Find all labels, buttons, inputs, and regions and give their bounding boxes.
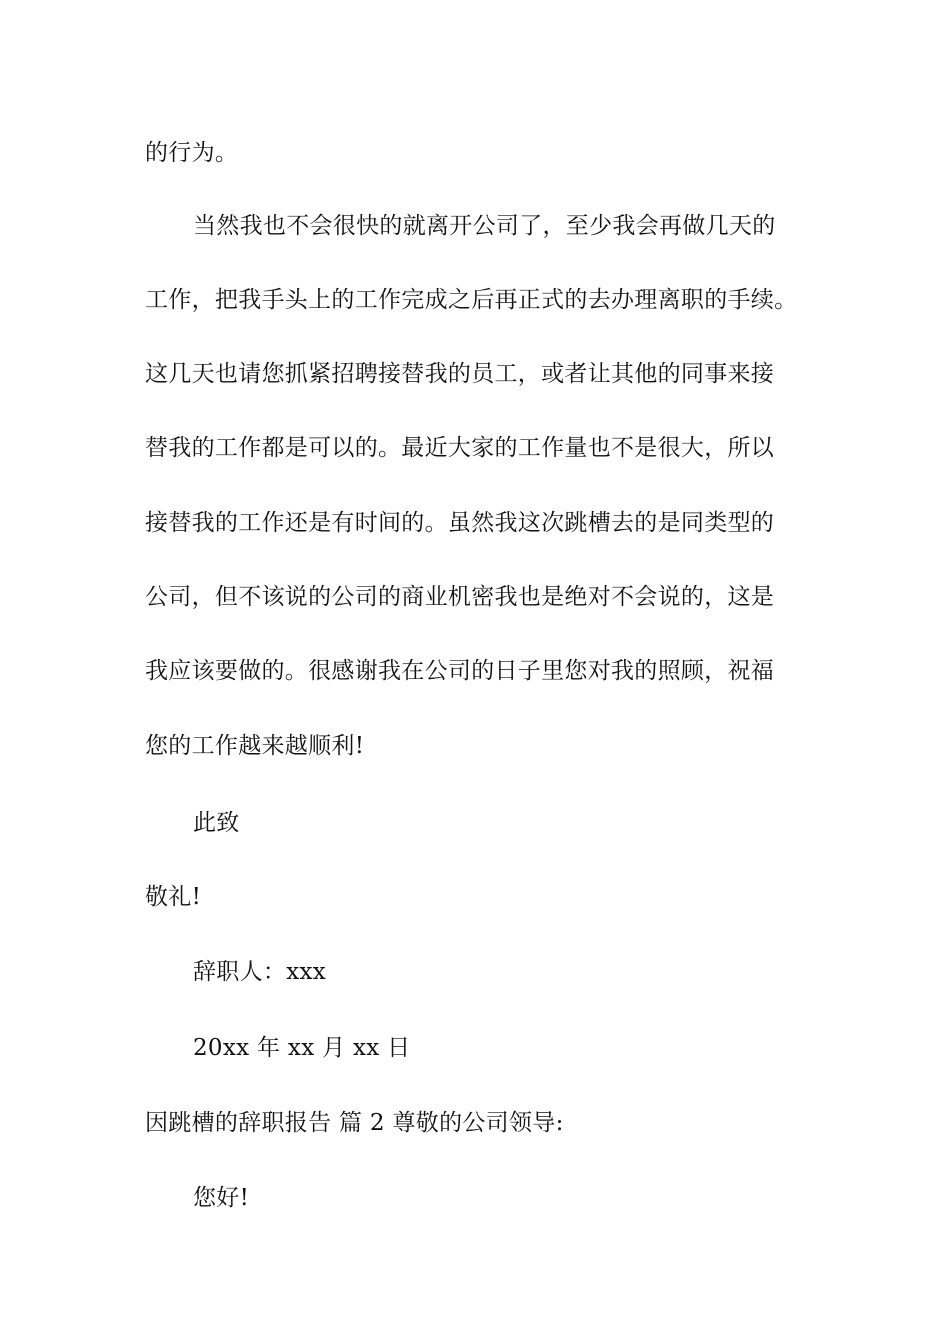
text-line: 这几天也请您抓紧招聘接替我的员工，或者让其他的同事来接 [145, 361, 775, 387]
greeting: 您好! [193, 1185, 250, 1211]
closing-regards: 敬礼! [145, 884, 202, 910]
text-line: 接替我的工作还是有时间的。虽然我这次跳槽去的是同类型的 [145, 510, 775, 536]
signature-name: 辞职人：xxx [193, 959, 327, 985]
text-line: 替我的工作都是可以的。最近大家的工作量也不是很大，所以 [145, 435, 775, 461]
text-line: 的行为。 [145, 140, 239, 166]
text-line: 工作，把我手头上的工作完成之后再正式的去办理离职的手续。 [145, 287, 798, 313]
signature-date: 20xx 年 xx 月 xx 日 [193, 1035, 411, 1061]
paragraph-start: 当然我也不会很快的就离开公司了，至少我会再做几天的 [193, 213, 776, 239]
section-heading: 因跳槽的辞职报告 篇 2 尊敬的公司领导: [145, 1110, 564, 1136]
text-line: 您的工作越来越顺利! [145, 733, 365, 759]
text-line: 我应该要做的。很感谢我在公司的日子里您对我的照顾，祝福 [145, 658, 775, 684]
closing-salutation: 此致 [193, 810, 240, 836]
text-line: 公司，但不该说的公司的商业机密我也是绝对不会说的，这是 [145, 584, 775, 610]
